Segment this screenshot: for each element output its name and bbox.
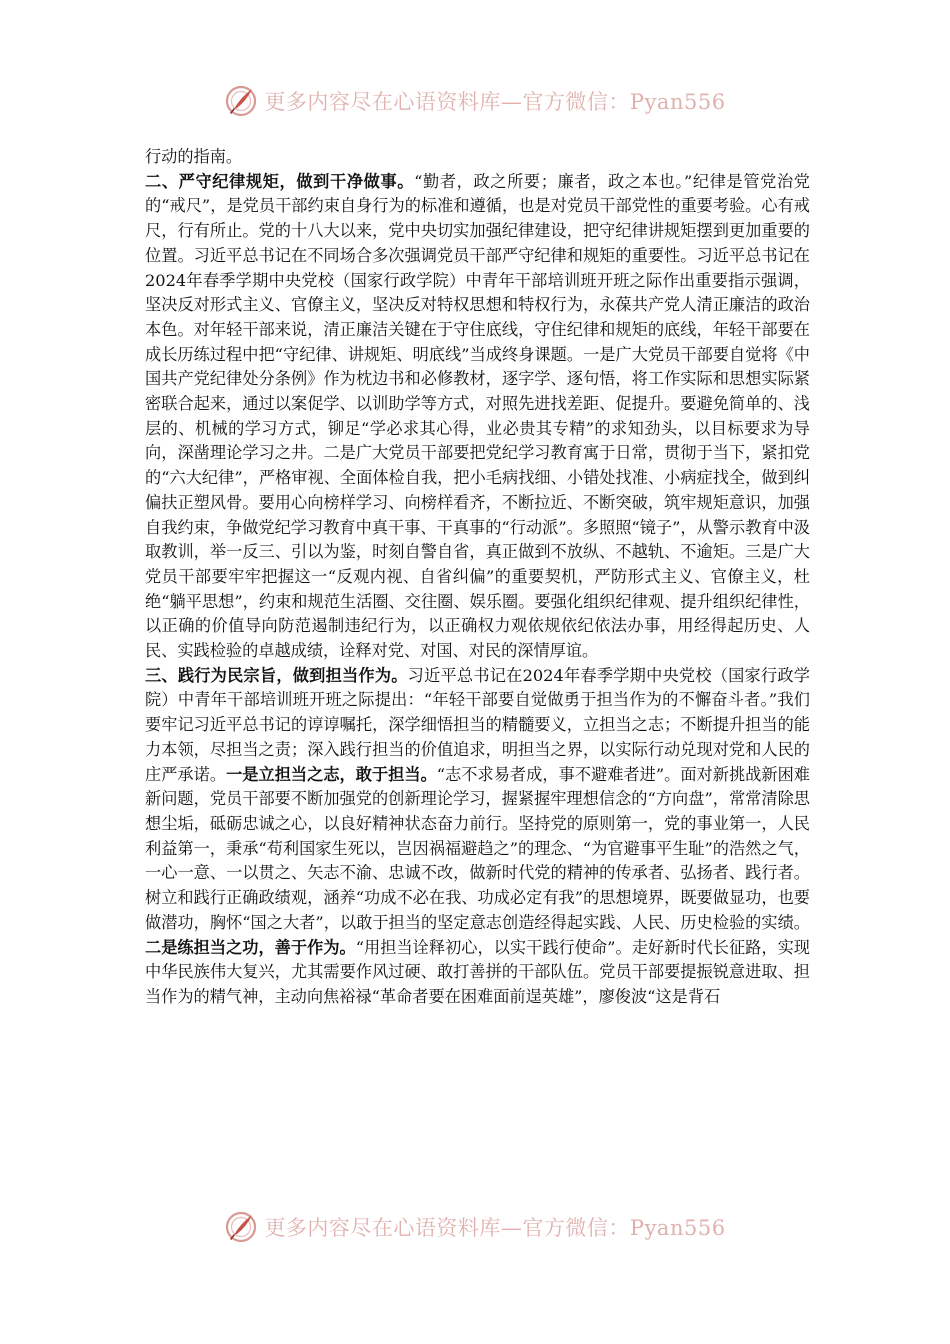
paragraph [145, 170, 810, 664]
quill-seal-icon [224, 1210, 258, 1244]
body-text: 行动的指南。 [145, 147, 243, 166]
watermark-text: 更多内容尽在心语资料库—官方微信：Pyan556 [264, 90, 726, 114]
document-body [145, 145, 810, 1010]
watermark-text: 更多内容尽在心语资料库—官方微信：Pyan556 [264, 1216, 726, 1240]
subsection-heading: 一是立担当之志，敢于担当。 [226, 764, 437, 784]
paragraph [145, 145, 810, 170]
paragraph [145, 664, 810, 1010]
body-text: “勤者，政之所要；廉者，政之本也。”纪律是管党治党的“戒尺”，是党员干部约束自身行为的标准和遵循，也是对党员干部党性的重要考验。心有戒尺，行有所止。党的十八大以来，党中央切实加强纪律建设，把守纪律讲规矩摆到更加重要的位置。习近平总书记在不同场合多次强调党员干部严守纪律和规矩的重要性。习近平总书记在2024年春季学期中央党校（国家行政学院）中青年干部培训班开班之际作出重要指示强调，坚决反对形式主义、官僚主义，坚决反对特权思想和特权行为，永葆共产党人清正廉洁的政治本色。对年轻干部来说，清正廉洁关键在于守住底线，守住纪律和规矩的底线，年轻干部要在成长历练过程中把“守纪律、讲规矩、明底线”当成终身课题。一是广大党员干部要自觉将《中国共产党纪律处分条例》作为枕边书和必修教材，逐字学、逐句悟，将工作实际和思想实际紧密联合起来，通过以案促学、以训助学等方式，对照先进找差距、促提升。要避免简单的、浅层的、机械的学习方式，铆足“学必求其心得，业必贵其专精”的求知劲头，以目标要求为导向，深凿理论学习之井。二是广大党员干部要把党纪学习教育寓于日常，贯彻于当下，紧扣党的“六大纪律”，严格审视、全面体检自我，把小毛病找细、小错处找准、小病症找全，做到纠偏扶正塑风骨。要用心向榜样学习、向榜样看齐，不断拉近、不断突破，筑牢规矩意识，加强自我约束，争做党纪学习教育中真干事、干真事的“行动派”。多照照“镜子”，从警示教育中汲取教训，举一反三、引以为鉴，时刻自警自省，真正做到不放纵、不越轨、不逾矩。三是广大党员干部要牢牢把握这一“反观内视、自省纠偏”的重要契机，严防形式主义、官僚主义，杜绝“躺平思想”，约束和规范生活圈、交往圈、娱乐圈。要强化组织纪律观、提升组织纪律性，以正确的价值导向防范遏制违纪行为，以正确权力观依规依纪依法办事，用经得起历史、人民、实践检验的卓越成绩，诠释对党、对国、对民的深情厚谊。 [145, 171, 810, 661]
body-text: “用担当诠释初心，以实干践行使命”。走好新时代长征路，实现中华民族伟大复兴，尤其需要作风过硬、敢打善拼的干部队伍。党员干部要提振锐意进取、担当作为的精气神，主动向焦裕禄“革命者要在困难面前逞英雄”，廖俊波“这是背石 [145, 937, 810, 1006]
body-text: “志不求易者成，事不避难者进”。面对新挑战新困难新问题，党员干部要不断加强党的创新理论学习，握紧握牢理想信念的“方向盘”，常常清除思想尘垢，砥砺忠诚之心，以良好精神状态奋力前行。坚持党的原则第一，党的事业第一，人民利益第一，秉承“苟利国家生死以，岂因祸福避趋之”的理念、“为官避事平生耻”的浩然之气，一心一意、一以贯之、矢志不渝、忠诚不改，做新时代党的精神的传承者、弘扬者、践行者。树立和践行正确政绩观，涵养“功成不必在我、功成必定有我”的思想境界，既要做显功，也要做潜功，胸怀“国之大者”，以敢于担当的坚定意志创造经得起实践、人民、历史检验的实绩。 [145, 764, 810, 932]
section-heading: 三、践行为民宗旨，做到担当作为。 [145, 665, 408, 685]
header-watermark [0, 84, 950, 118]
body-text: 习近平总书记在2024年春季学期中央党校（国家行政学院）中青年干部培训班开班之际提出：“年轻干部要自觉做勇于担当作为的不懈奋斗者。”我们要牢记习近平总书记的谆谆嘱托，深学细悟担当的精髓要义，立担当之志；不断提升担当的能力本领，尽担当之责；深入践行担当的价值追求，明担当之界，以实际行动兑现对党和人民的庄严承诺。 [145, 665, 810, 784]
quill-seal-icon [224, 84, 258, 118]
section-heading: 二、严守纪律规矩，做到干净做事。 [145, 171, 415, 191]
subsection-heading: 二是练担当之功，善于作为。 [145, 937, 356, 957]
footer-watermark [0, 1210, 950, 1244]
